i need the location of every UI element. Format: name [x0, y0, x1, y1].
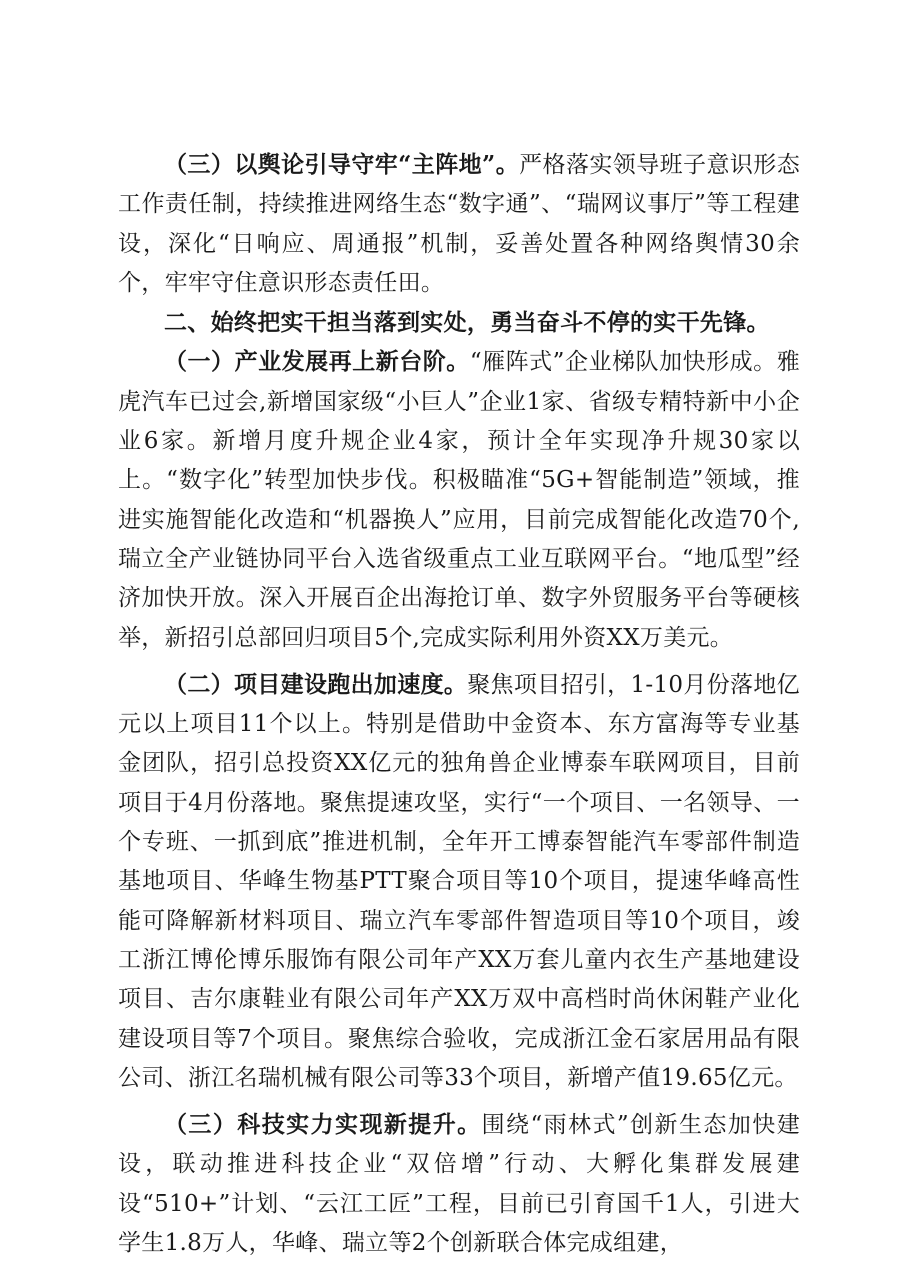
paragraph-ideology — [118, 145, 800, 303]
paragraph-text: “雁阵式”企业梯队加快形成。雅虎汽车已过会,新增国家级“小巨人”企业1家、省级专精特新中小企业6家。新增月度升规企业4家，预计全年实现净升规30家以上。“数字化”转型加快步伐。积极瞄准“5G+智能制造”领域，推进实施智能化改造和“机器换人”应用，目前完成智能化改造70个,瑞立全产业链协同平台入选省级重点工业互联网平台。“地瓜型”经济加快开放。深入开展百企出海抢订单、数字外贸服务平台等硬核举，新招引总部回归项目5个,完成实际利用外资XX万美元。 — [118, 349, 800, 651]
paragraph-text: 严格落实领导班子意识形态工作责任制，持续推进网络生态“数字通”、“瑞网议事厅”等工程建设，深化“日响应、周通报”机制，妥善处置各种网络舆情30余个，牢牢守住意识形态责任田。 — [118, 152, 800, 296]
section-heading: 二、始终把实干担当落到实处，勇当奋斗不停的实干先锋。 — [164, 309, 770, 337]
document-body — [118, 145, 800, 1263]
paragraph-technology — [118, 1105, 800, 1263]
paragraph-industry — [118, 342, 800, 657]
paragraph-projects — [118, 665, 800, 1098]
paragraph-lead: （一）产业发展再上新台阶。 — [164, 348, 470, 376]
paragraph-text: 聚焦项目招引，1-10月份落地亿元以上项目11个以上。特别是借助中金资本、东方富海等专业基金团队，招引总投资XX亿元的独角兽企业博泰车联网项目，目前项目于4月份落地。聚焦提速攻坚，实行“一个项目、一名领导、一个专班、一抓到底”推进机制，全年开工博泰智能汽车零部件制造基地项目、华峰生物基PTT聚合项目等10个项目，提速华峰高性能可降解新材料项目、瑞立汽车零部件智造项目等10个项目，竣工浙江博伦博乐服饰有限公司年产XX万套儿童内衣生产基地建设项目、吉尔康鞋业有限公司年产XX万双中高档时尚休闲鞋产业化建设项目等7个项目。聚焦综合验收，完成浙江金石家居用品有限公司、浙江名瑞机械有限公司等33个项目，新增产值19.65亿元。 — [118, 671, 800, 1091]
paragraph-lead: （三）科技实力实现新提升。 — [164, 1111, 482, 1139]
paragraph-lead: （三）以舆论引导守牢“主阵地”。 — [164, 151, 520, 178]
paragraph-lead: （二）项目建设跑出加速度。 — [164, 670, 468, 698]
paragraph-text: 围绕“雨林式”创新生态加快建设，联动推进科技企业“双倍增”行动、大孵化集群发展建设“510+”计划、“云江工匠”工程，目前已引育国千1人，引进大学生1.8万人，华峰、瑞立等2个创新联合体完成组建， — [118, 1112, 800, 1257]
